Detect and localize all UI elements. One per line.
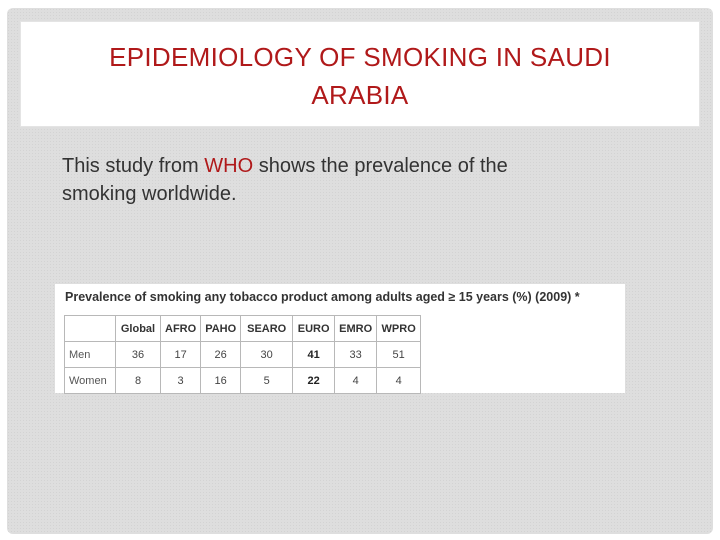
table-cell: 51 — [377, 342, 421, 368]
slide-title — [21, 38, 699, 114]
header-cell: WPRO — [377, 316, 421, 342]
body-text-end: shows the prevalence of the — [253, 155, 508, 177]
body-text-line-2: smoking worldwide. — [62, 183, 237, 205]
row-label-women: Women — [65, 368, 116, 394]
table-cell: 5 — [241, 368, 293, 394]
table-header-row — [65, 316, 421, 342]
table-cell: 30 — [241, 342, 293, 368]
table-cell: 26 — [201, 342, 241, 368]
table-cell: 8 — [116, 368, 161, 394]
title-line-1: EPIDEMIOLOGY OF SMOKING IN SAUDI — [109, 42, 611, 72]
table-caption: Prevalence of smoking any tobacco product among adults aged ≥ 15 years (%) (2009) * — [65, 290, 580, 304]
table-cell: 4 — [377, 368, 421, 394]
body-text — [62, 152, 662, 208]
table-row — [65, 368, 421, 394]
who-highlight: WHO — [204, 155, 254, 177]
body-text-start: This study from — [62, 155, 205, 177]
header-cell: PAHO — [201, 316, 241, 342]
table-cell: 3 — [161, 368, 201, 394]
header-cell: Global — [116, 316, 161, 342]
table-cell: 36 — [116, 342, 161, 368]
prevalence-table-image — [55, 284, 625, 393]
table-cell: 33 — [335, 342, 377, 368]
header-cell-empty — [65, 316, 116, 342]
table-cell: 41 — [293, 342, 335, 368]
table-row — [65, 342, 421, 368]
header-cell: AFRO — [161, 316, 201, 342]
header-cell: EMRO — [335, 316, 377, 342]
row-label-men: Men — [65, 342, 116, 368]
table-cell: 17 — [161, 342, 201, 368]
table-cell: 16 — [201, 368, 241, 394]
title-line-2: ARABIA — [311, 80, 409, 110]
table-cell: 22 — [293, 368, 335, 394]
header-cell: SEARO — [241, 316, 293, 342]
header-cell: EURO — [293, 316, 335, 342]
table-cell: 4 — [335, 368, 377, 394]
prevalence-table — [64, 315, 421, 394]
